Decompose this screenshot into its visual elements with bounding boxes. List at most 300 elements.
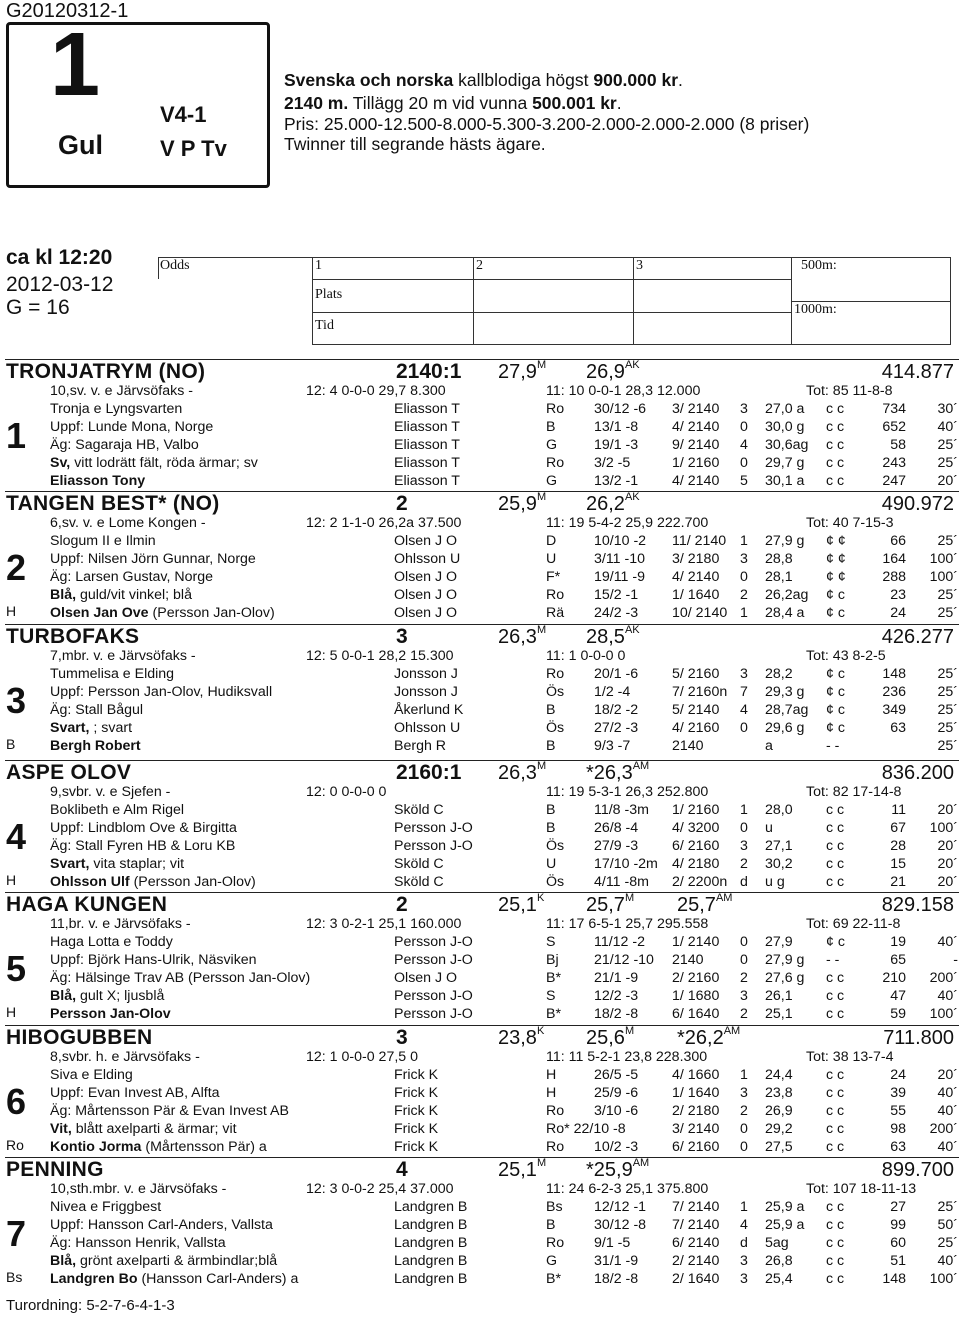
start-cell: 21 (890, 874, 906, 890)
detail-bold: Svart, (50, 720, 90, 736)
start-cell: 10/ 2140 (672, 605, 728, 621)
start-cell: 4/ 2140 (672, 473, 720, 489)
detail-bold: Landgren Bo (50, 1271, 138, 1287)
start-cell: B* (546, 970, 561, 986)
start-cell: 21/12 -10 (594, 952, 654, 968)
start-cell: 3 (740, 988, 748, 1004)
start-cell: d (740, 1235, 748, 1251)
start-cell: B (546, 702, 556, 718)
start-cell: 1/ 2160 (672, 802, 720, 818)
record-time: *25,9 (586, 1159, 633, 1181)
start-cell: 2/ 2180 (672, 1103, 720, 1119)
race-info-segment: Twinner till segrande hästs ägare. (284, 134, 546, 154)
start-cell: 148 (882, 1271, 906, 1287)
distance: 2 (396, 492, 408, 515)
record-time: 25,7 (677, 894, 716, 916)
horse-detail-line: Slogum II e Ilmin (50, 533, 156, 549)
start-cell: 50´ (937, 1217, 958, 1233)
horse-detail-line: Äg: Hansson Henrik, Vallsta (50, 1235, 226, 1251)
record-rec1 (498, 493, 546, 516)
race-info-segment: . (678, 70, 683, 90)
race-info-segment: 900.000 kr (593, 70, 679, 90)
start-cell: 40´ (937, 1103, 958, 1119)
start-cell: 3 (740, 401, 748, 417)
start-cell: 0 (740, 419, 748, 435)
start-cell: 20/1 -6 (594, 666, 639, 682)
horse-detail-line: Uppf: Persson Jan-Olov, Hudiksvall (50, 684, 273, 700)
race-date: 2012-03-12 (6, 273, 114, 296)
record-rec1 (498, 762, 546, 785)
start-cell: c c (826, 1139, 845, 1155)
horse-info: 10,sth.mbr. v. e Järvsöfaks - (50, 1181, 227, 1197)
start-cell: Olsen J O (394, 587, 458, 603)
start-cell: 164 (882, 551, 906, 567)
horse-detail-line (50, 856, 184, 872)
start-cell: 23,8 (765, 1085, 793, 1101)
start-cell: 10/10 -2 (594, 533, 647, 549)
start-cell: 100´ (929, 1271, 958, 1287)
start-cell: 6/ 2160 (672, 838, 720, 854)
start-cell: Olsen J O (394, 970, 458, 986)
start-cell: 13/1 -8 (594, 419, 639, 435)
start-cell: 0 (740, 720, 748, 736)
start-cell: 9/3 -7 (594, 738, 631, 754)
start-cell: 26/8 -4 (594, 820, 639, 836)
start-cell: 25´ (937, 587, 958, 603)
prize-money: 899.700 (881, 1159, 954, 1181)
start-cell: Persson J-O (394, 934, 473, 950)
start-cell: 30,6ag (765, 437, 809, 453)
start-cell: 24 (890, 605, 906, 621)
shoe-code: B (6, 736, 16, 752)
start-cell: Frick K (394, 1139, 439, 1155)
start-cell: 3/ 2140 (672, 1121, 720, 1137)
stats-2011: 11: 17 6-5-1 25,7 295.558 (546, 916, 709, 932)
horse-name: TRONJATRYM (NO) (6, 360, 206, 383)
start-cell: 3 (740, 838, 748, 854)
detail-bold: Ohlsson Ulf (50, 874, 130, 890)
race-info-line (284, 70, 683, 91)
race-info-segment: . (616, 93, 622, 113)
start-cell: 60 (890, 1235, 906, 1251)
record-suffix: M (536, 359, 547, 371)
start-cell: 28,1 (765, 569, 793, 585)
start-cell: Persson J-O (394, 952, 473, 968)
horse-detail-line (50, 874, 256, 890)
post-number: 1 (6, 415, 27, 456)
start-cell: Ohlsson U (394, 720, 461, 736)
detail-bold: Olsen Jan Ove (50, 605, 149, 621)
start-cell: 24,4 (765, 1067, 793, 1083)
start-cell: 20´ (937, 473, 958, 489)
stats-2011: 11: 11 5-2-1 23,8 228.300 (546, 1049, 708, 1065)
start-cell: 40´ (937, 934, 958, 950)
start-cell: 7 (740, 684, 748, 700)
stats-2012: 12: 2 1-1-0 26,2a 37.500 (306, 515, 462, 531)
start-cell: 3/10 -6 (594, 1103, 639, 1119)
start-cell: ¢ ¢ (826, 569, 846, 585)
start-cell: 0 (740, 1139, 748, 1155)
record-rec2 (586, 762, 649, 785)
horse-name: TURBOFAKS (6, 625, 140, 648)
stats-2012: 12: 3 0-0-2 25,4 37.000 (306, 1181, 454, 1197)
start-cell: Ro (546, 666, 565, 682)
start-cell: 27,0 a (765, 401, 805, 417)
start-cell: 1/ 1640 (672, 1085, 720, 1101)
start-cell: Frick K (394, 1067, 439, 1083)
start-cell: Eliasson T (394, 455, 460, 471)
detail-normal: blått axelparti & ärmar; vit (71, 1121, 237, 1137)
start-cell: 3/2 -5 (594, 455, 631, 471)
start-cell: 5/ 2140 (672, 702, 720, 718)
record-rec2 (586, 361, 640, 384)
post-number: 3 (6, 680, 27, 721)
record-suffix: AM (632, 760, 650, 772)
start-cell: 26/5 -5 (594, 1067, 639, 1083)
start-cell: B (546, 419, 556, 435)
start-cell: Persson J-O (394, 820, 473, 836)
start-cell: Landgren B (394, 1235, 468, 1251)
detail-bold: Vit, (50, 1121, 72, 1137)
start-cell: 1/ 2140 (672, 934, 720, 950)
record-rec1 (498, 361, 546, 384)
start-cell: ¢ c (826, 605, 845, 621)
start-cell: c c (826, 473, 845, 489)
start-cell: 7/ 2140 (672, 1199, 720, 1215)
start-cell: 7/ 2160n (672, 684, 728, 700)
record-suffix: K (536, 1025, 545, 1037)
record-rec2 (586, 894, 634, 917)
start-cell: 25´ (937, 605, 958, 621)
start-cell: 25´ (937, 1235, 958, 1251)
start-cell: 31/1 -9 (594, 1253, 639, 1269)
record-rec1 (498, 626, 546, 649)
start-cell: 29,3 g (765, 684, 805, 700)
start-cell: 26,8 (765, 1253, 793, 1269)
start-cell: 99 (890, 1217, 906, 1233)
horse-detail-line: Persson Jan-Olov (50, 1006, 171, 1022)
horse-name: PENNING (6, 1158, 104, 1181)
start-cell: ¢ c (826, 720, 845, 736)
start-cell: c c (826, 1103, 845, 1119)
record-rec2 (586, 1027, 634, 1050)
race-info-line (284, 114, 809, 135)
start-cell: 28,7ag (765, 702, 809, 718)
race-info-line (284, 93, 622, 114)
start-time: ca kl 12:20 (6, 246, 113, 269)
start-cell: B (546, 802, 556, 818)
record-rec2 (586, 1159, 649, 1182)
start-cell: U (546, 551, 557, 567)
stats-2012: 12: 5 0-0-1 28,2 15.300 (306, 648, 454, 664)
record-suffix: M (536, 624, 547, 636)
record-suffix: AK (624, 491, 640, 503)
horse-detail-line (50, 1253, 277, 1269)
record-suffix: AM (632, 1157, 650, 1169)
start-cell: 30,2 (765, 856, 793, 872)
start-cell: 24/2 -3 (594, 605, 639, 621)
record-time: *26,3 (586, 762, 633, 784)
horse-detail-line: Uppf: Hansson Carl-Anders, Vallsta (50, 1217, 273, 1233)
start-cell: Olsen J O (394, 533, 458, 549)
start-cell: Sköld C (394, 874, 444, 890)
post-number: 4 (6, 816, 27, 857)
start-cell: Landgren B (394, 1217, 468, 1233)
start-cell: c c (826, 802, 845, 818)
start-cell: ¢ c (826, 934, 845, 950)
horse-detail-line: Nivea e Friggbest (50, 1199, 162, 1215)
start-cell: 19 (890, 934, 906, 950)
start-cell: 2 (740, 1006, 748, 1022)
record-time: *26,2 (677, 1027, 724, 1049)
start-cell: 28,8 (765, 551, 793, 567)
horse-info: 9,svbr. v. e Sjefen - (50, 784, 171, 800)
horse-info: 8,svbr. h. e Järvsöfaks - (50, 1049, 200, 1065)
start-cell: 30´ (937, 401, 958, 417)
start-cell: 2/ 1640 (672, 1271, 720, 1287)
record-time: 26,9 (586, 361, 625, 383)
start-cell: 51 (890, 1253, 906, 1269)
start-cell: 27,1 (765, 838, 793, 854)
horse-divider (5, 1157, 959, 1158)
start-cell: 9/ 2140 (672, 437, 720, 453)
horse-name: TANGEN BEST* (NO) (6, 492, 220, 515)
start-cell: B* (546, 1006, 561, 1022)
start-cell: H (546, 1067, 557, 1083)
start-cell: Sköld C (394, 856, 444, 872)
start-cell: u (765, 820, 773, 836)
start-cell: - (953, 952, 958, 968)
horse-detail-line: Bergh Robert (50, 738, 141, 754)
detail-bold: Kontio Jorma (50, 1139, 142, 1155)
detail-normal: (Persson Jan-Olov) (129, 874, 256, 890)
start-cell: 25´ (937, 1199, 958, 1215)
start-cell: 100´ (929, 569, 958, 585)
horse-detail-line: Siva e Elding (50, 1067, 133, 1083)
horse-info: 7,mbr. v. e Järvsöfaks - (50, 648, 196, 664)
odds-label: Odds (160, 258, 190, 273)
start-cell: 11/12 -2 (594, 934, 646, 950)
start-cell: ¢ c (826, 684, 845, 700)
start-cell: c c (826, 856, 845, 872)
record-suffix: AK (624, 624, 640, 636)
start-cell: Ro (546, 587, 565, 603)
horse-detail-line: Äg: Stall Fyren HB & Loru KB (50, 838, 236, 854)
stats-total: Tot: 43 8-2-5 (806, 648, 886, 664)
start-cell: 24 (890, 1067, 906, 1083)
page-id: G20120312-1 (6, 0, 129, 22)
start-cell: G (546, 473, 558, 489)
horse-detail-line (50, 587, 192, 603)
start-cell: 12/2 -3 (594, 988, 639, 1004)
start-cell: 13/2 -1 (594, 473, 639, 489)
record-rec3 (677, 1027, 740, 1050)
start-cell: 25,4 (765, 1271, 793, 1287)
start-cell: - - (826, 738, 840, 754)
stats-2012: 12: 0 0-0-0 0 (306, 784, 387, 800)
start-cell: Frick K (394, 1085, 439, 1101)
start-cell: Persson J-O (394, 838, 473, 854)
start-cell: 9/1 -5 (594, 1235, 631, 1251)
start-cell: 6/ 2160 (672, 1139, 720, 1155)
shoe-code: H (6, 603, 17, 619)
start-cell: Frick K (394, 1103, 439, 1119)
horse-detail-line: Äg: Hälsinge Trav AB (Persson Jan-Olov) (50, 970, 311, 986)
start-cell: 349 (882, 702, 906, 718)
footer-order: Turordning: 5-2-7-6-4-1-3 (6, 1297, 175, 1314)
race-info-segment: kallblodiga högst (453, 70, 594, 90)
record-time: 23,8 (498, 1027, 537, 1049)
horse-detail-line: Uppf: Lindblom Ove & Birgitta (50, 820, 237, 836)
start-cell: 236 (882, 684, 906, 700)
start-cell: Bergh R (394, 738, 447, 754)
start-cell: Rä (546, 605, 565, 621)
start-cell: ¢ ¢ (826, 551, 846, 567)
start-cell: 2/ 2160 (672, 970, 720, 986)
plats-label: Plats (315, 287, 343, 302)
stats-2011: 11: 1 0-0-0 0 (546, 648, 626, 664)
record-rec1 (498, 894, 544, 917)
start-cell: 1/ 2160 (672, 455, 720, 471)
start-cell: 28,2 (765, 666, 793, 682)
start-cell: Eliasson T (394, 473, 460, 489)
start-cell: Ro (546, 455, 565, 471)
start-cell: 25/9 -6 (594, 1085, 639, 1101)
horse-name: HIBOGUBBEN (6, 1026, 153, 1049)
start-cell: 1 (740, 802, 748, 818)
record-suffix: M (536, 491, 547, 503)
start-cell: 100´ (929, 551, 958, 567)
start-cell: 1/ 1640 (672, 587, 720, 603)
race-info-line (284, 134, 546, 155)
start-cell: Ös (546, 684, 565, 700)
start-cell: 100´ (929, 820, 958, 836)
start-cell: 25,9 a (765, 1199, 805, 1215)
start-cell: 5ag (765, 1235, 789, 1251)
detail-normal: vita staplar; vit (89, 856, 185, 872)
start-cell: 4 (740, 437, 748, 453)
race-info-segment: 2140 m. (284, 93, 349, 113)
game-types: V P Tv (160, 136, 227, 161)
stats-2012: 12: 4 0-0-0 29,7 8.300 (306, 383, 446, 399)
start-cell: 148 (882, 666, 906, 682)
stats-2011: 11: 19 5-3-1 26,3 252.800 (546, 784, 709, 800)
start-cell: 25,9 a (765, 1217, 805, 1233)
start-cell: 55 (890, 1103, 906, 1119)
start-cell: c c (826, 1067, 845, 1083)
start-cell: Landgren B (394, 1271, 468, 1287)
start-cell: 4 (740, 702, 748, 718)
start-cell: 30/12 -8 (594, 1217, 647, 1233)
start-cell: 0 (740, 820, 748, 836)
g-value: G = 16 (6, 296, 70, 319)
start-cell: 1/2 -4 (594, 684, 631, 700)
start-cell: Ro (546, 401, 565, 417)
start-cell: c c (826, 874, 845, 890)
start-cell: c c (826, 820, 845, 836)
start-cell: c c (826, 1121, 845, 1137)
post-number: 2 (6, 547, 27, 588)
start-cell: c c (826, 1199, 845, 1215)
start-cell: 47 (890, 988, 906, 1004)
start-cell: 30/12 -6 (594, 401, 647, 417)
start-cell: 3 (740, 1085, 748, 1101)
detail-bold: Svart, (50, 856, 90, 872)
stats-2011: 11: 19 5-4-2 25,9 222.700 (546, 515, 709, 531)
distance: 2160:1 (396, 761, 462, 784)
start-cell: 30,1 a (765, 473, 805, 489)
start-cell: 11 (891, 802, 906, 818)
record-time: 26,2 (586, 493, 625, 515)
start-cell: 30,0 g (765, 419, 805, 435)
horse-detail-line: Eliasson Tony (50, 473, 146, 489)
horse-divider (5, 624, 959, 625)
horse-detail-line: Äg: Mårtensson Pär & Evan Invest AB (50, 1103, 289, 1119)
detail-normal: grönt axelparti & ärmbindlar;blå (76, 1253, 278, 1269)
start-cell: Bj (546, 952, 559, 968)
detail-bold: Blå, (50, 587, 77, 603)
start-cell: 25´ (937, 738, 958, 754)
start-cell: 0 (740, 1121, 748, 1137)
start-cell: ¢ ¢ (826, 533, 846, 549)
start-cell: 29,6 g (765, 720, 805, 736)
start-cell: 20´ (937, 838, 958, 854)
prize-money: 836.200 (881, 762, 954, 784)
start-cell: Olsen J O (394, 569, 458, 585)
start-cell: 3 (740, 1253, 748, 1269)
start-cell: 27/2 -3 (594, 720, 639, 736)
odds-box (158, 257, 951, 345)
post-number: 6 (6, 1081, 27, 1122)
start-cell: 734 (882, 401, 906, 417)
start-cell: 25´ (937, 437, 958, 453)
race-info-segment: Svenska och norska (284, 70, 454, 90)
start-cell: 3 (740, 551, 748, 567)
start-cell: c c (826, 1253, 845, 1269)
distance: 2 (396, 893, 408, 916)
record-suffix: AM (723, 1025, 741, 1037)
horse-detail-line (50, 605, 275, 621)
record-suffix: M (536, 1157, 547, 1169)
horse-detail-line (50, 720, 132, 736)
start-cell: 15 (890, 856, 906, 872)
start-cell: S (546, 934, 556, 950)
start-cell: c c (826, 1217, 845, 1233)
prize-money: 414.877 (881, 361, 954, 383)
start-cell: d (740, 874, 748, 890)
record-time: 26,3 (498, 626, 537, 648)
detail-normal: ; svart (89, 720, 133, 736)
start-cell: 4/ 2140 (672, 419, 720, 435)
start-cell: 25´ (937, 666, 958, 682)
start-cell: 4/ 2160 (672, 720, 720, 736)
stats-2011: 11: 24 6-2-3 25,1 375.800 (546, 1181, 709, 1197)
start-cell: 27,6 g (765, 970, 805, 986)
start-cell: 2 (740, 1103, 748, 1119)
start-cell: c c (826, 419, 845, 435)
start-cell: 2 (740, 856, 748, 872)
start-cell: 2/ 2200n (672, 874, 728, 890)
start-cell: 200´ (929, 1121, 958, 1137)
detail-normal: (Hansson Carl-Anders) a (137, 1271, 299, 1287)
odds-col-2: 2 (476, 258, 483, 273)
record-time: 25,1 (498, 894, 537, 916)
distance: 2140:1 (396, 360, 462, 383)
start-cell: 27,9 g (765, 533, 805, 549)
start-cell: 28,4 a (765, 605, 805, 621)
record-rec1 (498, 1159, 546, 1182)
horse-detail-line: Tronja e Lyngsvarten (50, 401, 183, 417)
